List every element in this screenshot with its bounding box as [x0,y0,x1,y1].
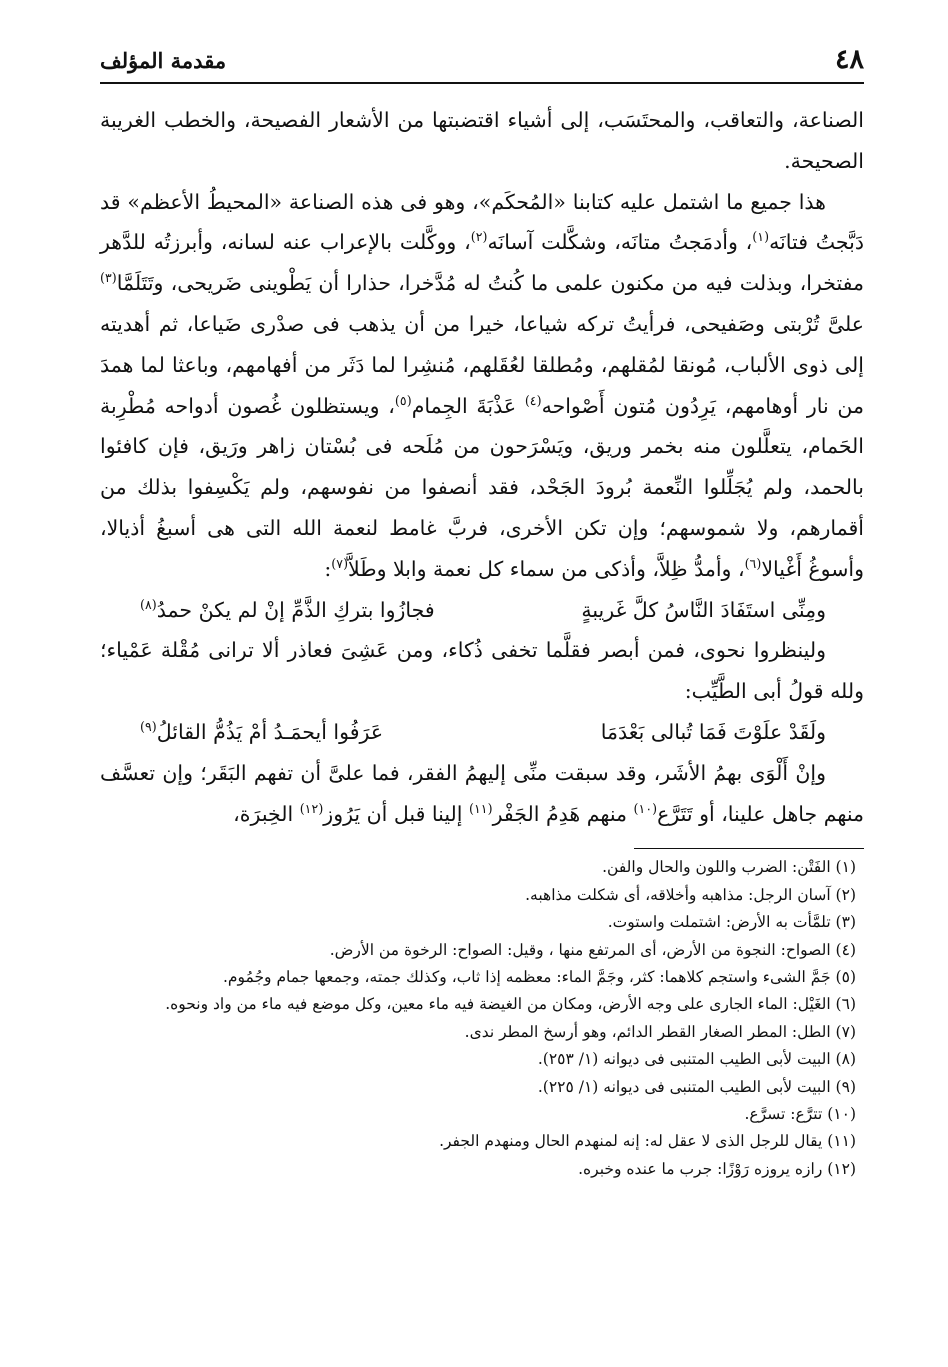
verse-1-second-hemistich: فجازُوا بتركِ الذَّمِّ إنْ لم يكنْ حمدُ$^{(٨)}$ [140,596,435,622]
verse-2-first-hemistich: ولَقَدْ علَوْتَ فَمَا تُبالى بَعْدَمَا [600,719,826,744]
paragraph-2: هذا جميع ما اشتمل عليه كتابنا «المُحكَم»، وهو فى هذه الصناعة «المحيطُ الأعظم» قد دَبَّجتُ فتانَه$^{(١)}$، وأدمَجتُ متانَه، وشكَّلت آسانَه$^{(٢)}$، ووكَّلت بالإعراب عنه لسانه، وأبرزتُه للدَّهر مفتخرا، وبذلت فيه من مكنون علمى ما كُنتُ له مُدَّخرا، حذارا أن يَطْوينى ضَريحى، وتَتَلَمَّا$^{(٣)}$ علىَّ تُرْبتى وصَفيحى، فرأيتُ تركه شياعا، خيرا من أن يذهب فى صدْرى ضَياعا، ثم أهديته إلى ذوى الألباب، مُونقا لمُقلهم، ومُطلقا لعُقَلهم، مُنشِرا لما دَثَر من أفهامهم، وباعثا لما همدَ من نار أوهامهم، يَرِدُون مُتون أَصْواحه$^{(٤)}$ عَذْبَةَ الجِمام$^{(٥)}$، ويستظلون غُصون أدواحه مُطْرِبة الحَمام، يتعلَّلون منه بخمر وريق، ويَسْرَحون من مُلَحه فى بُسْتان زاهر ورَيق، فإن كافئوا بالحمد، ولم يُجَلِّلوا النِّعمة بُرودَ الجَحْد، فقد أنصفوا من نفوسهم، ولم يَكْسِفوا بذلك من أقمارهم، ولا شموسهم؛ وإن تكن الأخرى، فربَّ غامط لنعمة الله التى هى أسبغُ أذيالا، وأسوغُ أَغْيالا$^{(٦)}$، وأمدُّ ظِلاَّ، وأذكى من سماء كل نعمة وابلا وطَلاَّ$^{(٧)}$: [100,189,864,581]
note-ref-5: (٥) [394,392,412,408]
footnote-separator [634,848,864,849]
footnote: (١) الفَتْن: الضرب واللون والحال والفن. [602,858,856,877]
verse-2 [100,712,864,753]
note-ref-3: (٣) [100,270,117,286]
footnote: (٥) جَمَّ الشىء واستجم كلاهما: كثر، وجَمَّ الماء: معظمه إذا ثاب، وكذلك جمته، وجمعها جمام وجُمُوم. [222,967,856,986]
footnote: (٢) آسان الرجل: مذاهبه وأخلاقه، أى شكلت مذاهبه. [525,885,856,904]
note-ref-9: (٩) [140,719,157,735]
body-text [100,100,864,834]
page [100,40,864,1183]
note-ref-11: (١١) [469,800,493,816]
footnote: (١٠) تترَّع: تسرَّع. [744,1105,856,1123]
footnote: (٣) تلمَّأت به الأرض: اشتملت واستوت. [607,913,856,932]
note-ref-6: (٦) [744,555,762,571]
verse-1-first-hemistich: ومِنِّى استَفَادَ النَّاسُ كلَّ غَريبةٍ [581,597,826,622]
note-ref-12: (١٢) [299,800,324,816]
note-ref-7: (٧) [331,555,349,571]
footnote: (٧) الطل: المطر الصغار القطر الدائم، وهو أرسخ المطر ندى. [464,1022,856,1041]
footnote: (٦) الغَيْل: الماء الجارى على وجه الأرض، ومكان من الغيضة فيه ماء معين، وكل موضع فيه ماء من واد ونحوه. [165,995,856,1014]
footnote: (٩) البيت لأبى الطيب المتنبى فى ديوانه (١/ ٢٢٥). [537,1077,856,1096]
note-ref-2: (٢) [470,229,488,245]
page-number: ٤٨ [834,44,864,75]
footnote: (١٢) رازه يروزه رَوْزًا: جرب ما عنده وخبره. [578,1159,856,1178]
note-ref-8: (٨) [140,596,157,612]
note-ref-1: (١) [752,229,770,245]
footnote: (٨) البيت لأبى الطيب المتنبى فى ديوانه (١/ ٢٥٣). [537,1050,856,1069]
header-rule [100,82,864,84]
paragraph-3: ولينظروا نحوى، فمن أبصر فقلَّما تخفى ذُكاء، ومن عَشِىَ فعاذر ألا ترانى مُقْلة عَمْياء؛ ولله قولُ أبى الطَّيِّب: [100,638,864,704]
footnote: (١١) يقال للرجل الذى لا عقل له: إنه لمنهدم الحال ومنهدم الجفر. [439,1132,856,1151]
page-header [100,40,864,82]
note-ref-4: (٤) [524,392,542,408]
verse-2-second-hemistich: عَرَفُوا أيحمَـدُ أمْ يَذُمُّ القائلُ$^{(٩)}$ [140,719,384,744]
verse-1 [100,590,864,631]
footnote: (٤) الصواح: النجوة من الأرض، أى المرتفع منها ، وقيل: الصواح: الرخوة من الأرض. [329,940,856,959]
paragraph-1: الصناعة، والتعاقب، والمحتَسَب، إلى أشياء اقتضبتها من الأشعار الفصيحة، والخطب الغريبة الصحيحة. [100,108,864,173]
paragraph-4: وإنْ أَلْوَى بهمُ الأشَر، وقد سبقت منِّى إليهمُ الفقر، فما علىَّ أن تفهم البَقَر؛ وإن تعسَّف منهم جاهل علينا، أو تَتَرَّع$^{(١٠)}$ منهم هَدِمُ الجَفْر$^{(١١)}$ إلينا قبل أن يَرُوز$^{(١٢)}$ الخِبرَة، [100,760,864,826]
note-ref-10: (١٠) [633,800,658,816]
running-title: مقدمة المؤلف [100,48,227,73]
footnotes [100,854,864,1183]
